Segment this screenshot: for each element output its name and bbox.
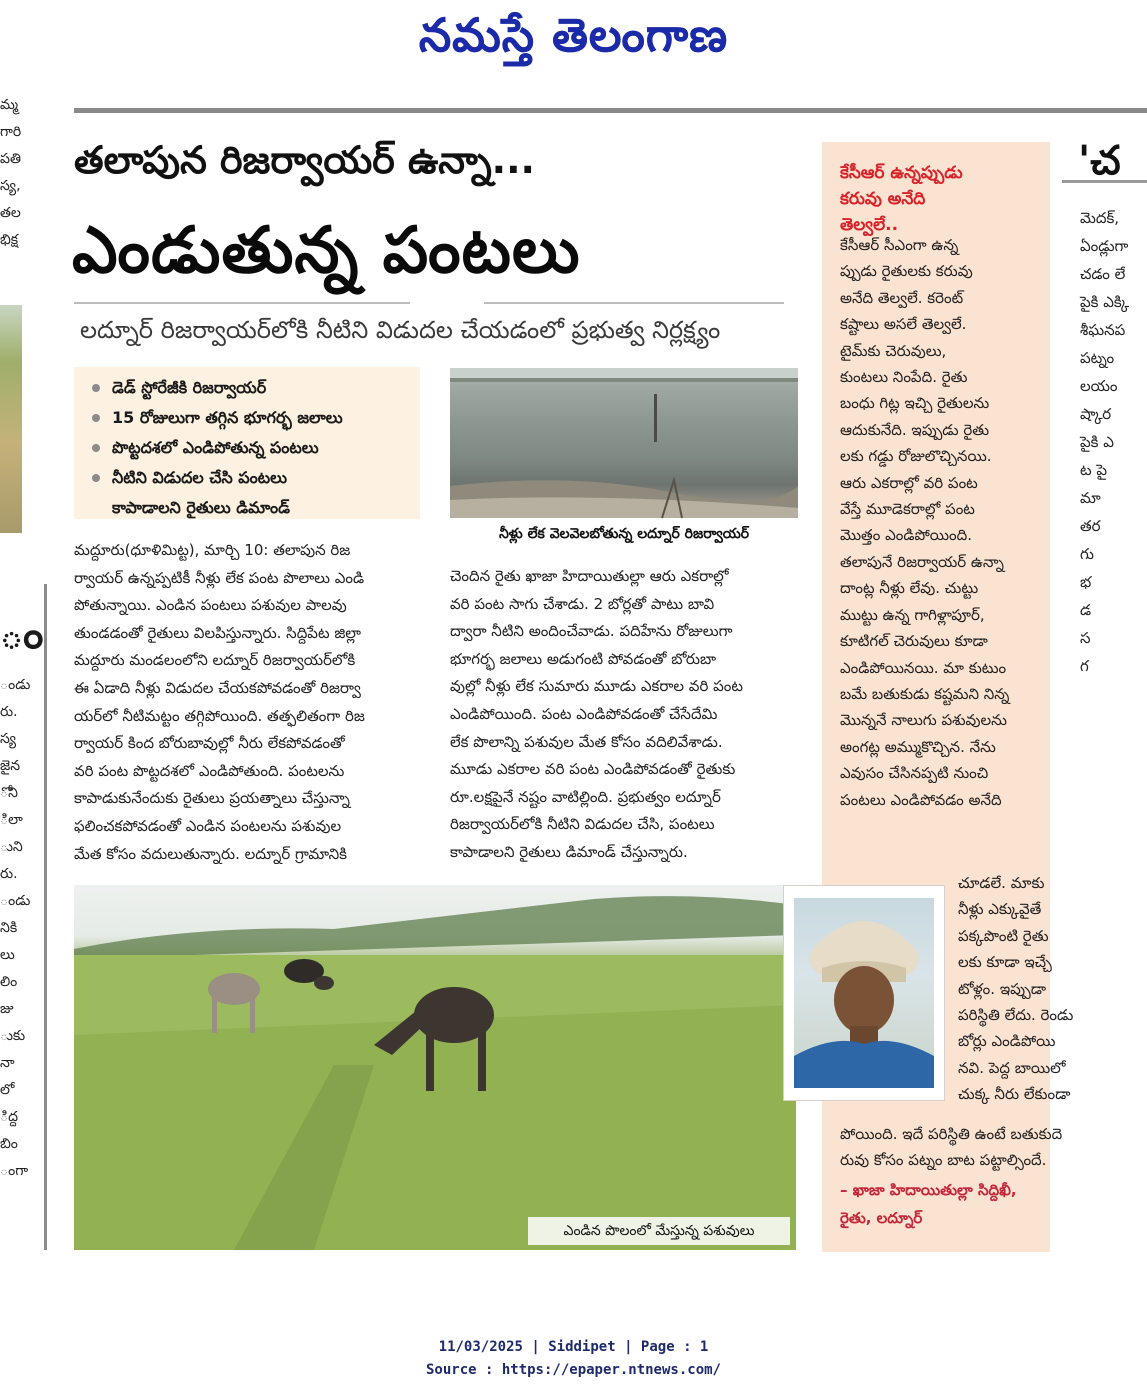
masthead-logo: నమస్తే తెలంగాణ xyxy=(418,8,729,62)
subhead-rule-left xyxy=(74,302,410,304)
sidebar-credit: – ఖాజా హిదాయితుల్లా సిద్దిఖీ, రైతు, లద్నూర్ xyxy=(840,1181,1017,1227)
bullet-icon xyxy=(92,414,100,422)
bullet-icon xyxy=(92,444,100,452)
article-kicker: తలాపున రిజర్వాయర్ ఉన్నా... xyxy=(74,138,535,182)
left-box-letter: ం xyxy=(0,612,44,658)
highlight-item: 15 రోజులుగా తగ్గిన భూగర్భ జలాలు xyxy=(94,403,420,433)
top-rule xyxy=(74,108,1147,113)
article-body-col1: మద్దూరు(ధూళిమిట్ట), మార్చి 10: తలాపున రిజ ర్వాయర్ ఉన్నప్పటికీ నీళ్లు లేక పంట పొలాలు ఎండి పోతున్నాయి. ఎండిన పంటలు పశువుల పాలవు తుండడంతో రైతులు విలపిస్తున్నారు. సిద్దిపేట జిల్లా మద్దూరు మండలంలోని లద్నూర్ రిజర్వాయర్‌లోకి ఈ ఏడాది నీళ్లు విడుదల చేయకపోవడంతో రిజర్వా యర్‌లో నీటిమట్టం తగ్గిపోయింది. తత్ఫలితంగా రిజ ర్వాయర్ కింద బోరుబావుల్లో నీరు లేకపోవడంతో వరి పంట పొట్టదశలో ఎండిపోతుంది. పంటలను కాపాడుకునేందుకు రైతులు ప్రయత్నాలు చేస్తున్నా ఫలించకపోవడంతో ఎండిన పంటలను పశువుల మేత కోసం వదులుతున్నారు. లద్నూర్ గ్రామానికి xyxy=(74,541,365,863)
masthead xyxy=(0,0,1147,80)
footer-source-link[interactable]: Source : https://epaper.ntnews.com/ xyxy=(425,1362,721,1378)
right-article-title: 'చ xyxy=(1078,138,1121,184)
article-headline: ఎండుతున్న పంటలు xyxy=(72,214,581,288)
page-footer xyxy=(0,1336,1147,1382)
highlight-item: నీటిని విడుదల చేసి పంటలు xyxy=(94,463,420,493)
highlights-box xyxy=(74,367,420,519)
left-column-rule xyxy=(44,584,47,1250)
bullet-icon xyxy=(92,474,100,482)
field-illustration xyxy=(74,885,796,1250)
left-fragments-bottom: ండు రు. స్య జైన ోని ిలా ుని రు. ండు నికి లు లిం జు ుకు నా లో ిద్ద బిం ంగా xyxy=(0,677,31,1179)
sidebar-end: పోయింది. ఇదే పరిస్థితి ఉంటే బతుకుదె రువు కోసం పట్నం బాట పట్టాల్సిందే. xyxy=(840,1125,1063,1170)
left-edge-photo xyxy=(0,305,22,533)
highlight-item: డెడ్ స్టోరేజీకి రిజర్వాయర్ xyxy=(94,373,420,403)
field-photo xyxy=(74,885,796,1250)
sidebar-title: కేసీఆర్ ఉన్నప్పుడు కరువు అనేది తెల్వలే.. xyxy=(840,163,963,235)
highlight-item: కాపాడాలని రైతులు డిమాండ్ xyxy=(112,498,290,517)
farmer-portrait xyxy=(783,885,945,1101)
farmer-photo xyxy=(794,898,934,1088)
left-fragments-top: మ్మ గారి పతి స్య, తల భిక్ష xyxy=(0,97,22,248)
sidebar-tail: చూడలే. మాకు నీళ్లు ఎక్కువైతే పక్కపొంటి రైతు లకు కూడా ఇచ్చే టోళ్లం. ఇప్పుడా పరిస్థితి లేదు. రెండు బోర్లు ఎండిపోయి నవి. పెద్ద బాయిలో చుక్క నీరు లేకుండా xyxy=(958,874,1074,1104)
subhead-rule-right xyxy=(484,302,784,304)
highlight-item: పొట్టదశలో ఎండిపోతున్న పంటలు xyxy=(94,433,420,463)
reservoir-caption: నీళ్లు లేక వెలవెలబోతున్న లద్నూర్ రిజర్వాయర్ xyxy=(450,522,798,546)
article-body-col2: చెందిన రైతు ఖాజా హిదాయితుల్లా ఆరు ఎకరాల్లో వరి పంట సాగు చేశాడు. 2 బోర్లతో పాటు బావి ద్వారా నీటిని అందించేవాడు. పదిహేను రోజులుగా భూగర్భ జలాలు అడుగంటి పోవడంతో బోరుబా వుల్లో నీళ్లు లేక సుమారు మూడు ఎకరాల వరి పంట ఎండిపోయింది. పంట ఎండిపోవడంతో చేసేదేమి లేక పొలాన్ని పశువుల మేత కోసం వదిలివేశాడు. మూడు ఎకరాల వరి పంట ఎండిపోవడంతో రైతుకు రూ.లక్షపైనే నష్టం వాటిల్లింది. ప్రభుత్వం లద్నూర్ రిజర్వాయర్‌లోకి నీటిని విడుదల చేసి, పంటలు కాపాడాలని రైతులు డిమాండ్ చేస్తున్నారు. xyxy=(450,567,743,861)
reservoir-photo xyxy=(450,368,798,518)
bullet-icon xyxy=(92,384,100,392)
article-subhead: లద్నూర్ రిజర్వాయర్‌లోకి నీటిని విడుదల చేయడంలో ప్రభుత్వ నిర్లక్ష్యం xyxy=(80,316,721,344)
field-caption: ఎండిన పొలంలో మేస్తున్న పశువులు xyxy=(528,1217,790,1245)
reservoir-illustration xyxy=(450,368,798,518)
footer-date-line: 11/03/2025 | Siddipet | Page : 1 xyxy=(438,1339,709,1355)
farmer-illustration xyxy=(794,898,934,1088)
right-article-body: మెదక్, ఏండ్లుగా చడం లే పైకి ఎక్కి శీఘనప పట్నం లయం ష్కార పైకి ఎ ట పై మా తర గు భ డ స గ xyxy=(1080,209,1130,675)
sidebar-body: కేసీఆర్ సీఎంగా ఉన్న ప్పుడు రైతులకు కరువు అనేది తెల్వలే. కరెంట్ కష్టాలు అసలే తెల్వలే. టైమ్‌కు చెరువులు, కుంటలు నింపేది. రైతు బంధు గిట్ల ఇచ్చి రైతులను ఆదుకునేది. ఇప్పుడు రైతు లకు గడ్డు రోజులొచ్చినయి. ఆరు ఎకరాల్లో వరి పంట వేస్తే మూడెకరాల్లో పంట మొత్తం ఎండిపోయింది. తలాపునే రిజర్వాయర్ ఉన్నా దాంట్ల నీళ్లు లేవు. చుట్టు ముట్టు ఉన్న గాగిళ్లాపూర్, కూటిగల్ చెరువులు కూడా ఎండిపోయినయి. మా కుటుం బమే బతుకుడు కష్టమని నిన్న మొన్ననే నాలుగు పశువులను అంగట్ల అమ్ముకొచ్చిన. నేను ఎవుసం చేసినప్పటి నుంచి పంటలు ఎండిపోవడం అనేది xyxy=(840,236,1010,809)
